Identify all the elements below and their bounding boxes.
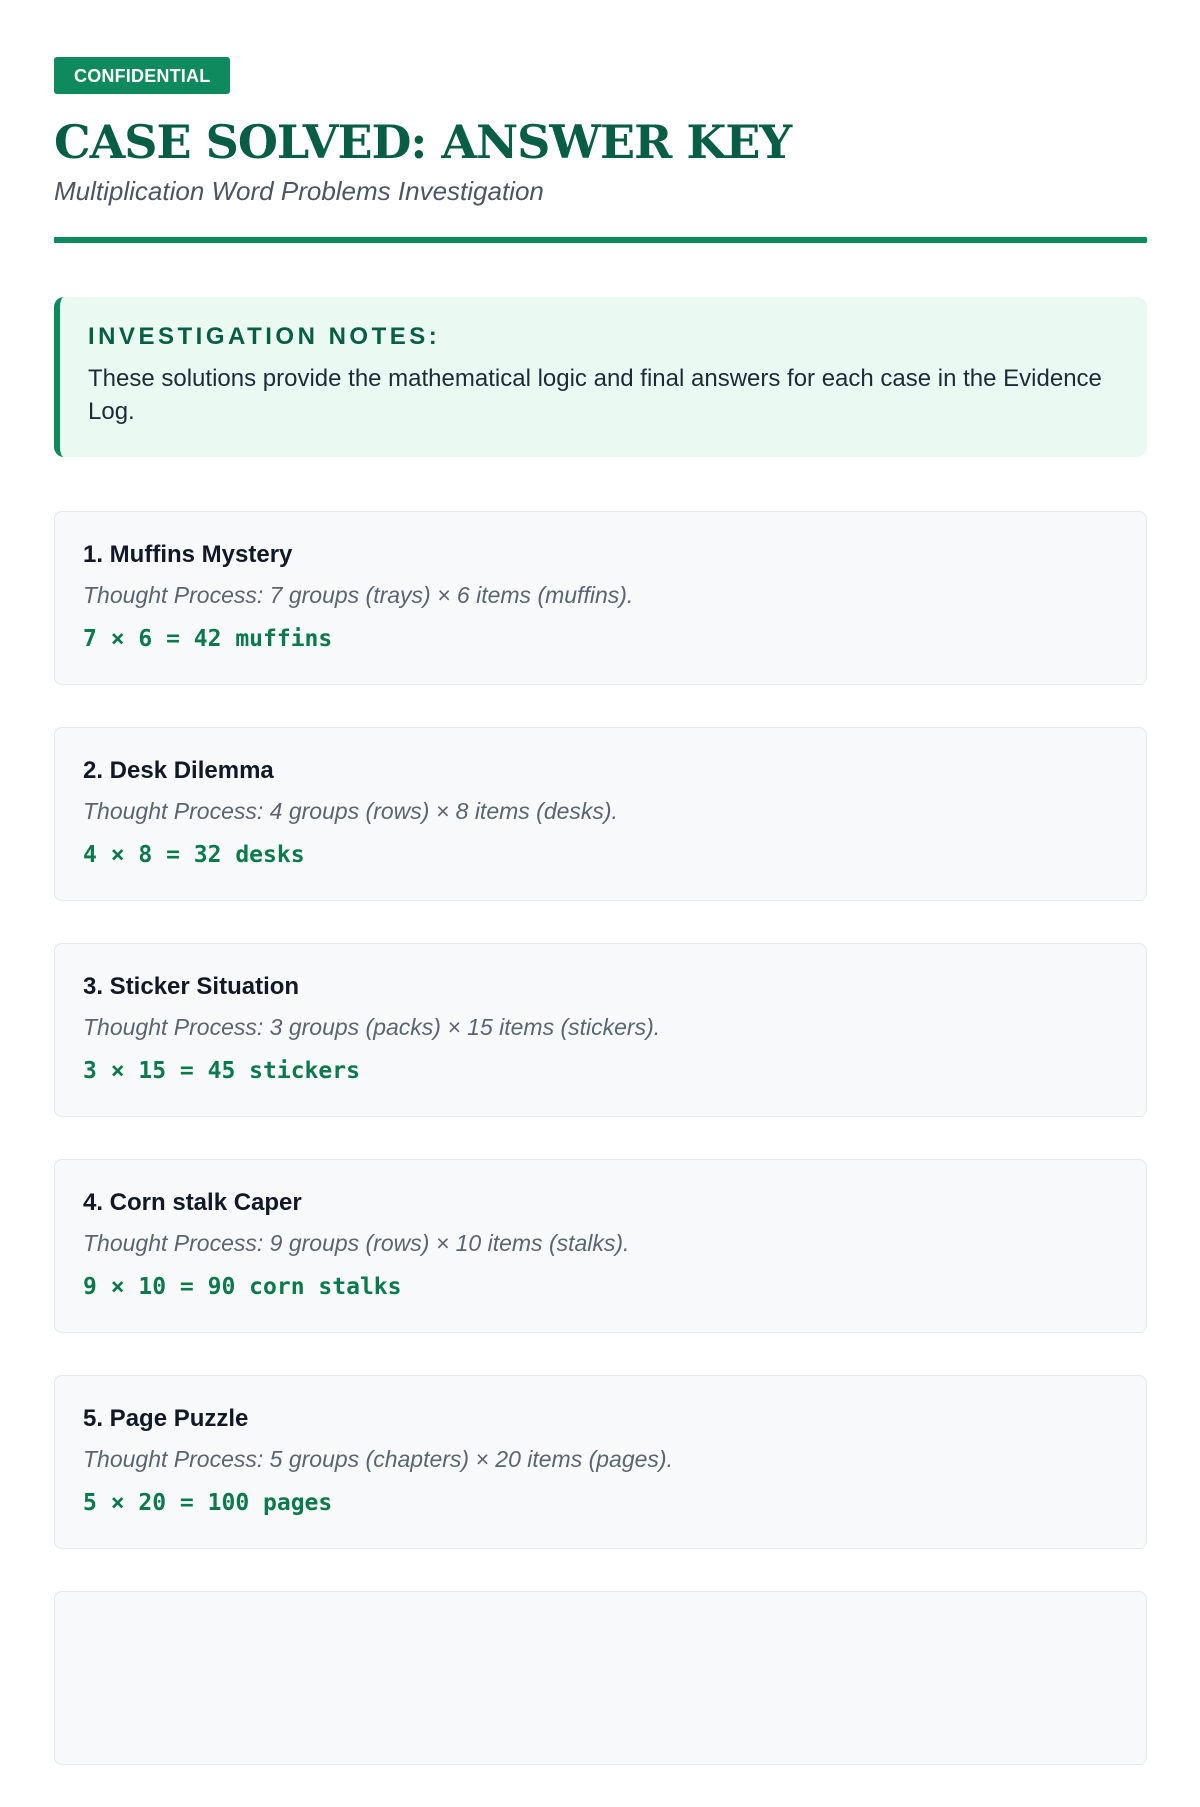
case-equation: 5 × 20 = 100 pages [83,1490,333,1517]
case-title: 1. Muffins Mystery [83,541,293,569]
case-card [54,727,1147,901]
page-subtitle: Multiplication Word Problems Investigation [54,176,544,207]
document-header [54,57,1147,243]
case-thought-process: Thought Process: 5 groups (chapters) × 20 items (pages). [83,1446,673,1473]
case-title: 4. Corn stalk Caper [83,1189,302,1217]
notes-body: These solutions provide the mathematical logic and final answers for each case in the Evidence Log. [88,365,1102,426]
case-card [54,943,1147,1117]
case-title: 5. Page Puzzle [83,1405,249,1433]
case-card [54,1375,1147,1549]
case-thought-process: Thought Process: 9 groups (rows) × 10 items (stalks). [83,1230,630,1257]
case-card [54,1591,1147,1765]
answer-key-page [54,57,1147,1807]
case-list [54,511,1147,1765]
case-card [54,511,1147,685]
case-equation: 9 × 10 = 90 corn stalks [83,1274,402,1301]
notes-heading: INVESTIGATION NOTES: [88,323,441,351]
header-divider [54,237,1147,243]
case-equation: 3 × 15 = 45 stickers [83,1058,360,1085]
case-equation: 4 × 8 = 32 desks [83,842,305,869]
case-title: 3. Sticker Situation [83,973,300,1001]
confidential-badge: CONFIDENTIAL [54,57,230,94]
investigation-notes [54,297,1147,457]
case-title: 2. Desk Dilemma [83,757,274,785]
page-title: CASE SOLVED: ANSWER KEY [54,115,792,169]
case-card [54,1159,1147,1333]
case-thought-process: Thought Process: 7 groups (trays) × 6 items (muffins). [83,582,634,609]
case-thought-process: Thought Process: 4 groups (rows) × 8 items (desks). [83,798,618,825]
case-thought-process: Thought Process: 3 groups (packs) × 15 items (stickers). [83,1014,661,1041]
case-equation: 7 × 6 = 42 muffins [83,626,333,653]
